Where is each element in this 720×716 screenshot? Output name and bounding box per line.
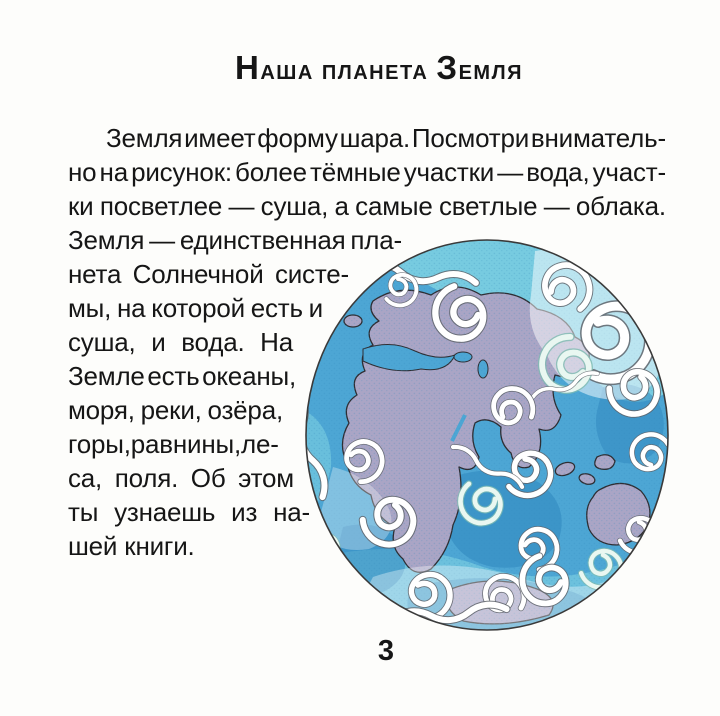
text-line: са, поля. Об этом bbox=[68, 463, 294, 493]
text-line: горы, равнины, ле- bbox=[68, 429, 279, 459]
text-line: моря, реки, озёра, bbox=[68, 395, 283, 425]
text-line: Земля — единственная пла- bbox=[68, 225, 402, 255]
title-word: НАША bbox=[235, 49, 314, 86]
text-line: шей книги. bbox=[68, 531, 195, 561]
page-number: 3 bbox=[377, 635, 395, 667]
earth-globe-drawing bbox=[303, 237, 671, 633]
text-line: нета Солнечной систе- bbox=[68, 259, 349, 289]
earth-globe-illustration bbox=[303, 237, 671, 633]
text-line: Земле есть океаны, bbox=[68, 361, 296, 391]
text-line: ты узнаешь из на- bbox=[68, 497, 310, 527]
title-word: ЗЕМЛЯ bbox=[436, 49, 523, 86]
text-line: ки посветлее — суша, а самые светлые — облака. bbox=[68, 191, 666, 221]
text-line: суша, и вода. На bbox=[68, 327, 293, 357]
text-line: мы, на которой есть и bbox=[68, 293, 323, 323]
title-word: ПЛАНЕТА bbox=[321, 62, 429, 84]
text-line: Земля имеет форму шара. Посмотри вниматель- bbox=[106, 123, 666, 153]
page-title bbox=[80, 50, 678, 91]
text-line: но на рисунок: более тёмные участки — вода, участ- bbox=[68, 157, 666, 187]
